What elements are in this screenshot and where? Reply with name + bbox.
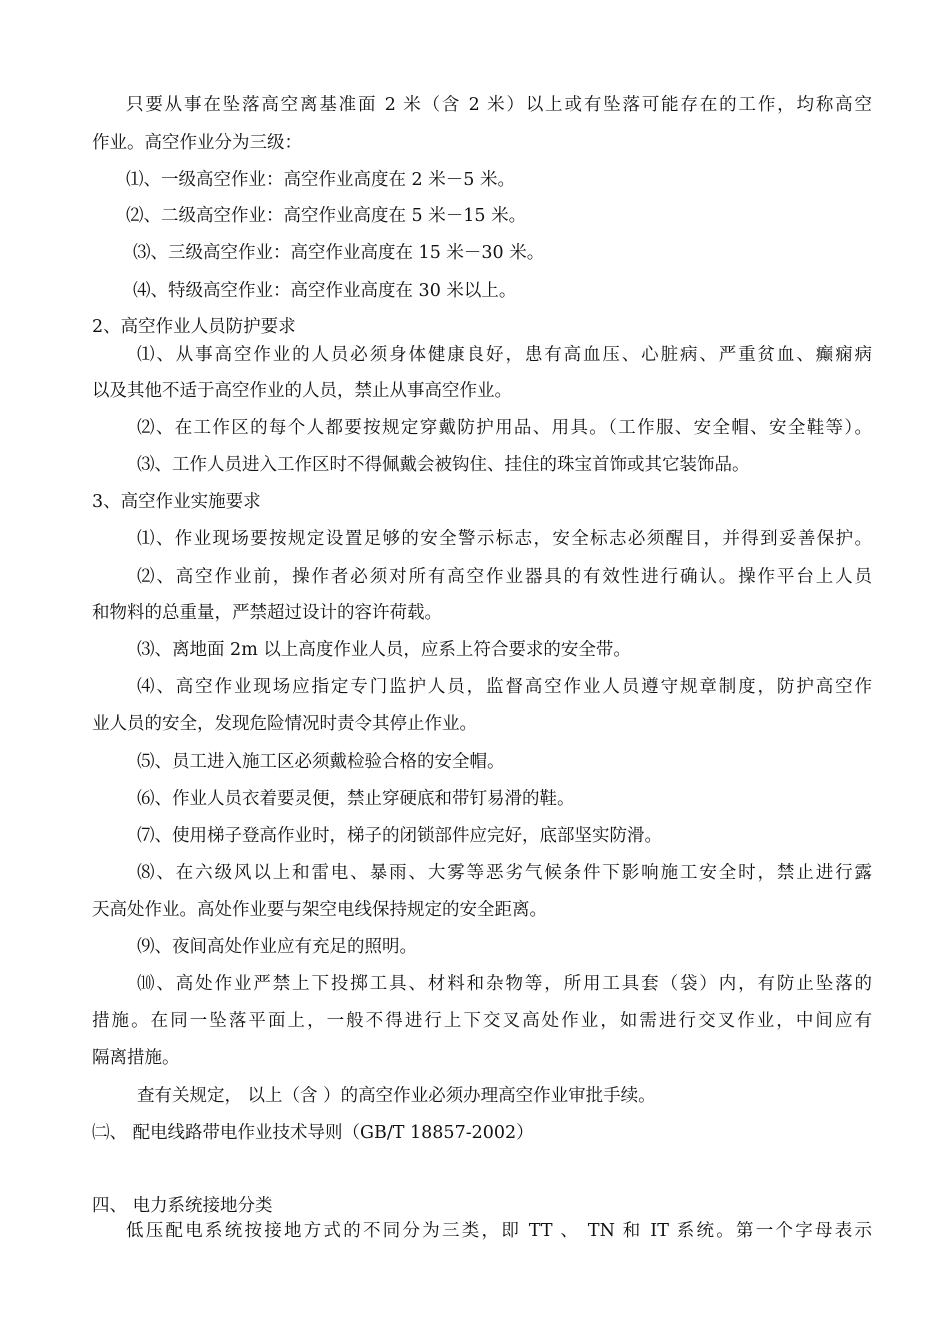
section-heading: 3、高空作业实施要求	[92, 492, 261, 512]
list-item: ⑸、员工进入施工区必须戴检验合格的安全帽。	[137, 752, 505, 772]
list-item: ⑷、特级高空作业：高空作业高度在 30 米以上。	[133, 281, 517, 301]
list-item: ⑺、使用梯子登高作业时，梯子的闭锁部件应完好，底部坚实防滑。	[137, 826, 662, 846]
paragraph-line: 措施。在同一坠落平面上，一般不得进行上下交叉高处作业，如需进行交叉作业，中间应有	[92, 1011, 872, 1031]
list-item: ⑴、从事高空作业的人员必须身体健康良好，患有高血压、心脏病、严重贫血、癫痫病	[137, 345, 872, 365]
list-item: ⑵、在工作区的每个人都要按规定穿戴防护用品、用具。（工作服、安全帽、安全鞋等）。	[137, 418, 872, 438]
paragraph-line: 作业。高空作业分为三级：	[92, 133, 302, 153]
paragraph-line: 查有关规定， 以上（含 ）的高空作业必须办理高空作业审批手续。	[137, 1086, 656, 1106]
list-item: ⑻、在六级风以上和雷电、暴雨、大雾等恶劣气候条件下影响施工安全时，禁止进行露	[137, 863, 872, 883]
list-item: ⑵、二级高空作业：高空作业高度在 5 米－15 米。	[126, 206, 527, 226]
paragraph-line: 业人员的安全，发现危险情况时责令其停止作业。	[92, 714, 477, 734]
paragraph-line: 低压配电系统按接地方式的不同分为三类，即 TT 、 TN 和 IT 系统。第一个字母表示	[126, 1221, 872, 1241]
section-heading: 四、 电力系统接地分类	[92, 1196, 273, 1216]
paragraph-line: 以及其他不适于高空作业的人员，禁止从事高空作业。	[92, 381, 512, 401]
list-item: ⑵、高空作业前，操作者必须对所有高空作业器具的有效性进行确认。操作平台上人员	[137, 567, 872, 587]
list-item: ⑽、高处作业严禁上下投掷工具、材料和杂物等，所用工具套（袋）内，有防止坠落的	[137, 974, 872, 994]
paragraph-line: 和物料的总重量，严禁超过设计的容许荷载。	[92, 603, 442, 623]
list-item: ⑼、夜间高处作业应有充足的照明。	[137, 937, 417, 957]
paragraph-line: 天高处作业。高处作业要与架空电线保持规定的安全距离。	[92, 900, 547, 920]
section-heading: 2、高空作业人员防护要求	[92, 317, 296, 337]
list-item: ⑶、三级高空作业：高空作业高度在 15 米－30 米。	[133, 243, 545, 263]
section-heading: ㈡、 配电线路带电作业技术导则（GB/T 18857-2002）	[92, 1123, 534, 1143]
paragraph-line: 只要从事在坠落高空离基准面 2 米（含 2 米）以上或有坠落可能存在的工作，均称高空	[126, 95, 872, 115]
list-item: ⑷、高空作业现场应指定专门监护人员，监督高空作业人员遵守规章制度，防护高空作	[137, 677, 872, 697]
list-item: ⑶、工作人员进入工作区时不得佩戴会被钩住、挂住的珠宝首饰或其它装饰品。	[137, 455, 750, 475]
paragraph-line: 隔离措施。	[92, 1048, 180, 1068]
list-item: ⑶、离地面 2m 以上高度作业人员，应系上符合要求的安全带。	[137, 640, 631, 660]
list-item: ⑴、作业现场要按规定设置足够的安全警示标志，安全标志必须醒目，并得到妥善保护。	[137, 529, 872, 549]
list-item: ⑴、一级高空作业：高空作业高度在 2 米－5 米。	[126, 170, 515, 190]
list-item: ⑹、作业人员衣着要灵便，禁止穿硬底和带钉易滑的鞋。	[137, 789, 575, 809]
